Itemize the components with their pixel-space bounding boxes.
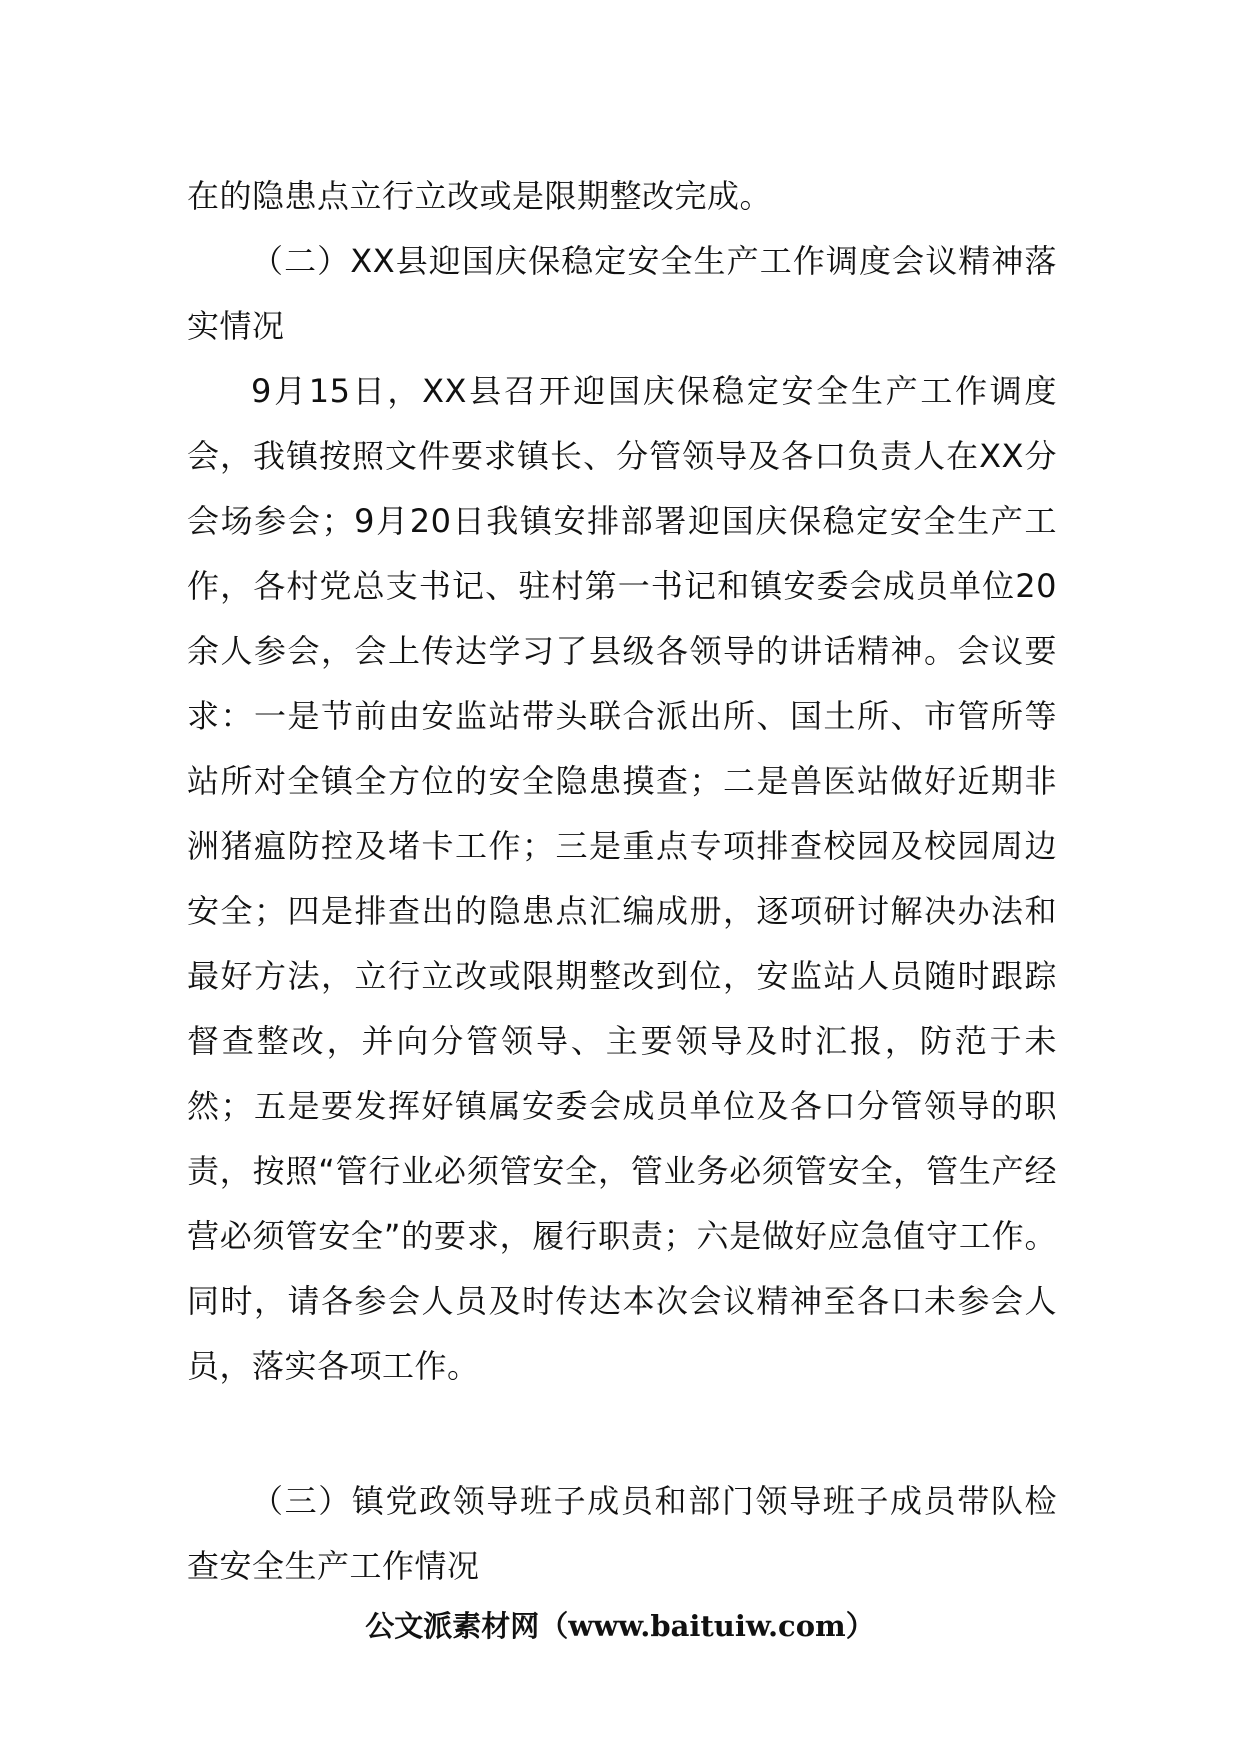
body-paragraph bbox=[187, 359, 1057, 1399]
footer-watermark: 公文派素材网（www.baituiw.com） bbox=[365, 1609, 875, 1643]
paragraph-text: 9月15日，XX县召开迎国庆保稳定安全生产工作调度会，我镇按照文件要求镇长、分管领导及各口负责人在XX分会场参会；9月20日我镇安排部署迎国庆保稳定安全生产工作，各村党总支书记、驻村第一书记和镇安委会成员单位20余人参会，会上传达学习了县级各领导的讲话精神。会议要求：一是节前由安监站带头联合派出所、国土所、市管所等站所对全镇全方位的安全隐患摸查；二是兽医站做好近期非洲猪瘟防控及堵卡工作；三是重点专项排查校园及校园周边安全；四是排查出的隐患点汇编成册，逐项研讨解决办法和最好方法，立行立改或限期整改到位，安监站人员随时跟踪督查整改，并向分管领导、主要领导及时汇报，防范于未然；五是要发挥好镇属安委会成员单位及各口分管领导的职责，按照“管行业必须管安全，管业务必须管安全，管生产经营必须管安全”的要求，履行职责；六是做好应急值守工作。同时，请各参会人员及时传达本次会议精神至各口未参会人员，落实各项工作。 bbox=[187, 372, 1057, 1385]
paragraph-text: 在的隐患点立行立改或是限期整改完成。 bbox=[187, 177, 773, 215]
section-heading-text: （二）XX县迎国庆保稳定安全生产工作调度会议精神落实情况 bbox=[187, 242, 1057, 345]
paragraph-continuation bbox=[187, 164, 1057, 229]
section-heading-text: （三）镇党政领导班子成员和部门领导班子成员带队检查安全生产工作情况 bbox=[187, 1482, 1057, 1585]
section-heading-two bbox=[187, 229, 1057, 359]
section-heading-three bbox=[187, 1469, 1057, 1599]
